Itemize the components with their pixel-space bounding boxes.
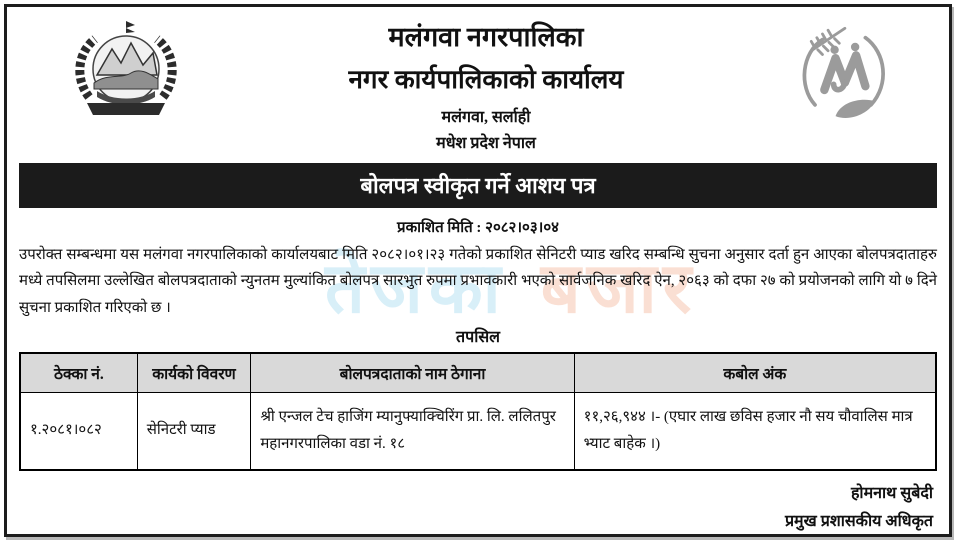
bid-amount-cell: ११,२६,९४४ ।- (एघार लाख छविस हजार नौ सय चौवालिस मात्र भ्याट बाहेक ।) <box>574 392 936 470</box>
header-work-description: कार्यको विवरण <box>137 353 251 393</box>
province-line: मधेश प्रदेश नेपाल <box>436 134 536 152</box>
table-header-row <box>20 353 936 393</box>
office-name: नगर कार्यपालिकाको कार्यालय <box>348 64 624 94</box>
signatory-name: होमनाथ सुबेदी <box>850 484 933 502</box>
letterhead <box>19 19 937 153</box>
notice-body-paragraph: उपरोक्त सम्बन्धमा यस मलंगवा नगरपालिकाको कार्यालयबाट मिति २०८२।०१।२३ गतेको प्रकाशित सेनिटरी प्याड खरिद सम्बन्धि सुचना अनुसार दर्ता हुन आएका बोलपत्रदाताहरु मध्ये तपसिलमा उल्लेखित बोलपत्रदाताको न्युनतम मुल्यांकित बोलपत्र सारभुत रुपमा प्रभावकारी भएको सार्वजनिक खरिद ऐन, २०६३ को दफा २७ को प्रयोजनको लागि यो ७ दिने सुचना प्रकाशित गरिएको छ । <box>19 246 937 316</box>
bidder-name-address-cell: श्री एन्जल टेच हाजिंग म्यानुफ्याक्चिरिंग प्रा. लि. ललितपुर महानगरपालिका वडा नं. १८ <box>251 392 574 470</box>
watermark-text-blue: तेजका <box>325 251 507 328</box>
document-page <box>4 4 952 537</box>
municipality-logo-icon <box>787 19 899 131</box>
nepal-emblem-icon <box>67 19 185 121</box>
published-date: प्रकाशित मिति : २०८२।०३।०४ <box>397 219 559 236</box>
bid-table <box>19 352 937 471</box>
office-address: मलंगवा, सर्लाही <box>441 108 531 126</box>
watermark-text-orange: बजार <box>540 251 698 328</box>
signatory-designation: प्रमुख प्रशासकीय अधिकृत <box>784 512 933 530</box>
schedule-heading: तपसिल <box>455 328 501 346</box>
notice-title-banner: बोलपत्र स्वीकृत गर्ने आशय पत्र <box>19 163 937 208</box>
work-description-cell: सेनिटरी प्याड <box>137 392 251 470</box>
municipality-name: मलंगवा नगरपालिका <box>388 22 584 52</box>
table-row <box>20 392 936 470</box>
header-bid-amount: कबोल अंक <box>574 353 936 393</box>
header-bidder-name-address: बोलपत्रदाताको नाम ठेगाना <box>251 353 574 393</box>
contract-no-cell: १.२०८१।०८२ <box>20 392 137 470</box>
letterhead-text <box>185 19 787 153</box>
signature-block <box>19 480 937 536</box>
header-contract-no: ठेक्का नं. <box>20 353 137 393</box>
